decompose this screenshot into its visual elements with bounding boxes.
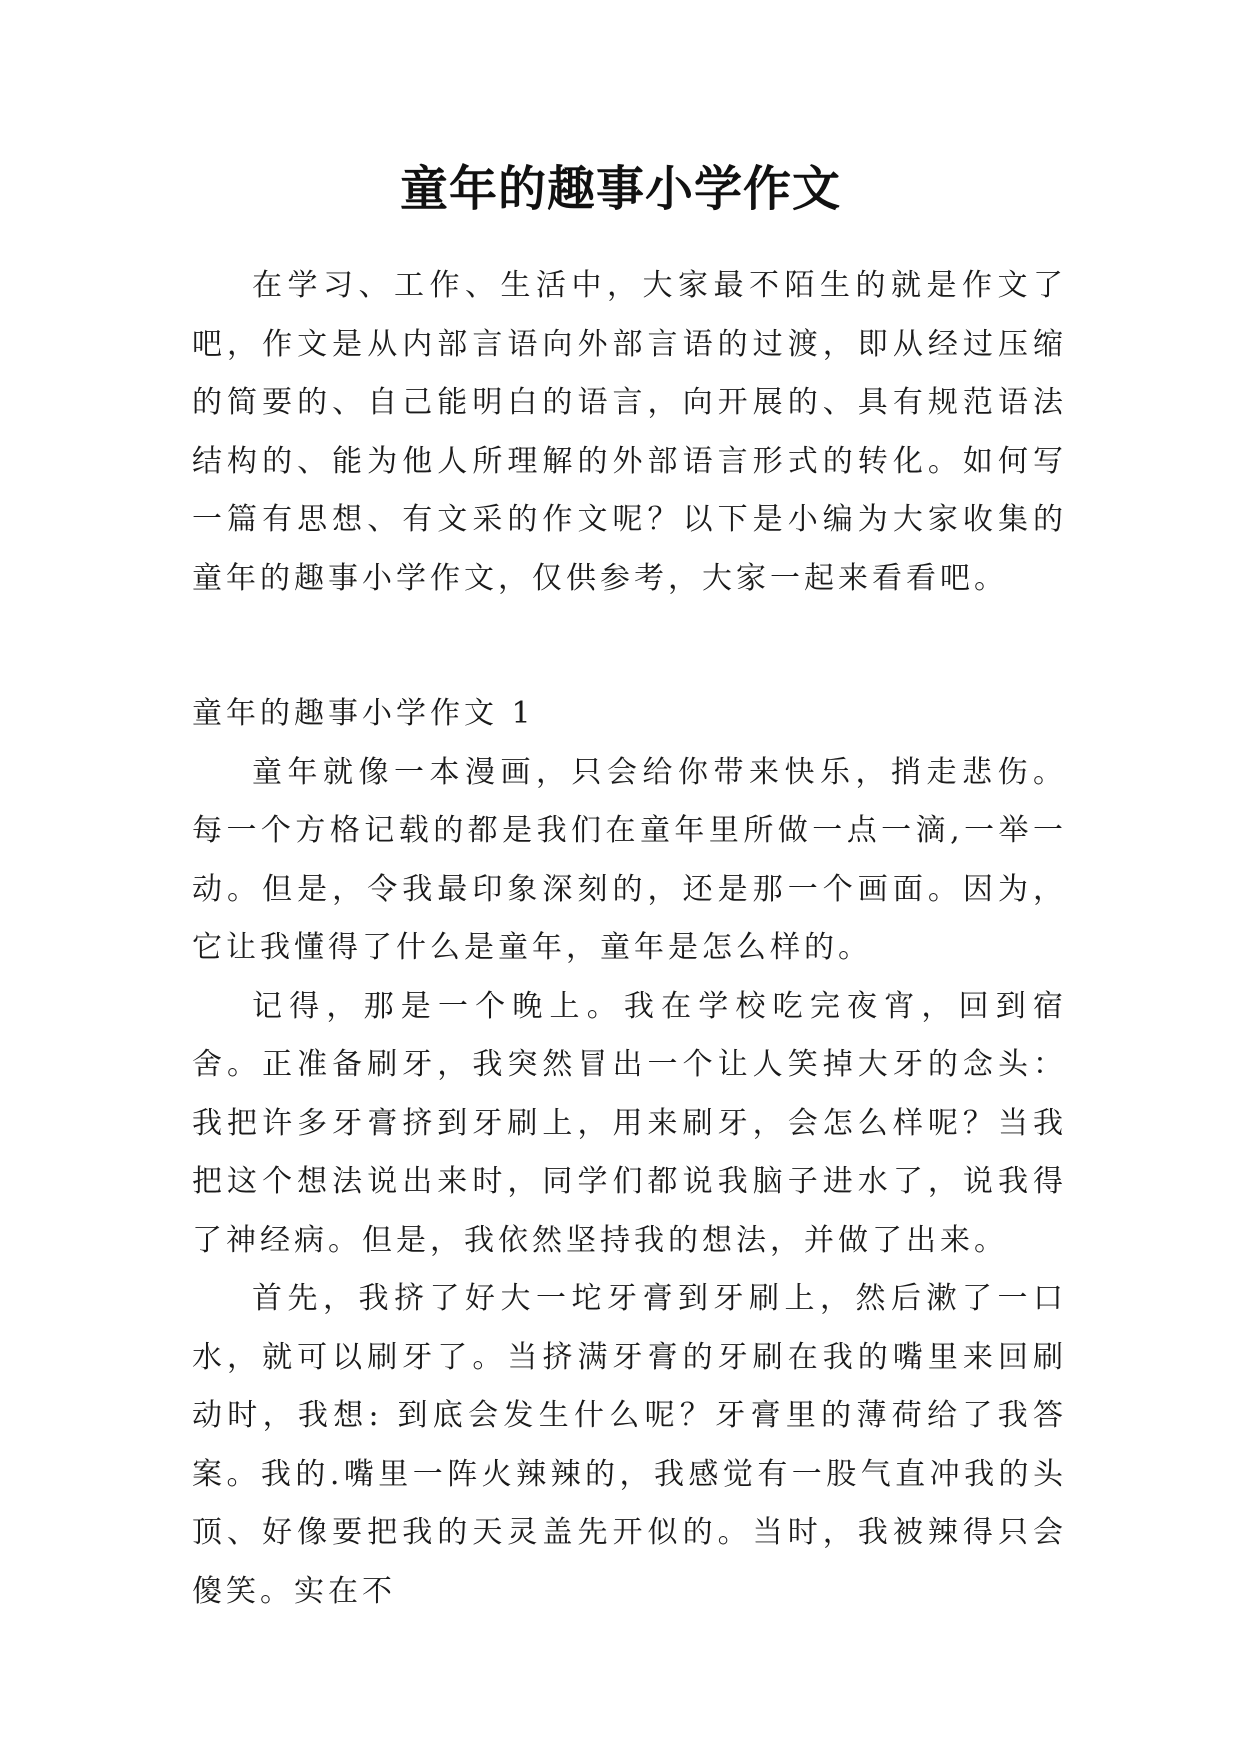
body-paragraph: 首先，我挤了好大一坨牙膏到牙刷上，然后漱了一口水，就可以刷牙了。当挤满牙膏的牙刷在我的嘴里来回刷动时，我想: 到底会发生什么呢？牙膏里的薄荷给了我答案。我的.嘴里一阵火辣辣的，我感觉有一股气直冲我的头顶、好像要把我的天灵盖先开似的。当时，我被辣得只会傻笑。实在不 — [192, 1281, 1067, 1609]
body-paragraph: 童年就像一本漫画，只会给你带来快乐，捎走悲伤。每一个方格记载的都是我们在童年里所做一点一滴,一举一动。但是，令我最印象深刻的，还是那一个画面。因为，它让我懂得了什么是童年，童年是怎么样的。 — [192, 754, 1067, 965]
document-title: 童年的趣事小学作文 — [399, 161, 841, 217]
essay-section — [192, 685, 1067, 1621]
section-heading: 童年的趣事小学作文 1 — [192, 696, 535, 731]
intro-paragraph: 在学习、工作、生活中，大家最不陌生的就是作文了吧，作文是从内部言语向外部言语的过渡，即从经过压缩的简要的、自己能明白的语言，向开展的、具有规范语法结构的、能为他人所理解的外部语言形式的转化。如何写一篇有思想、有文采的作文呢？以下是小编为大家收集的童年的趣事小学作文，仅供参考，大家一起来看看吧。 — [192, 268, 1067, 596]
body-paragraph: 记得，那是一个晚上。我在学校吃完夜宵，回到宿舍。正准备刷牙，我突然冒出一个让人笑掉大牙的念头：我把许多牙膏挤到牙刷上，用来刷牙，会怎么样呢？当我把这个想法说出来时，同学们都说我脑子进水了，说我得了神经病。但是，我依然坚持我的想法，并做了出来。 — [192, 988, 1067, 1258]
intro-block — [192, 257, 1067, 608]
